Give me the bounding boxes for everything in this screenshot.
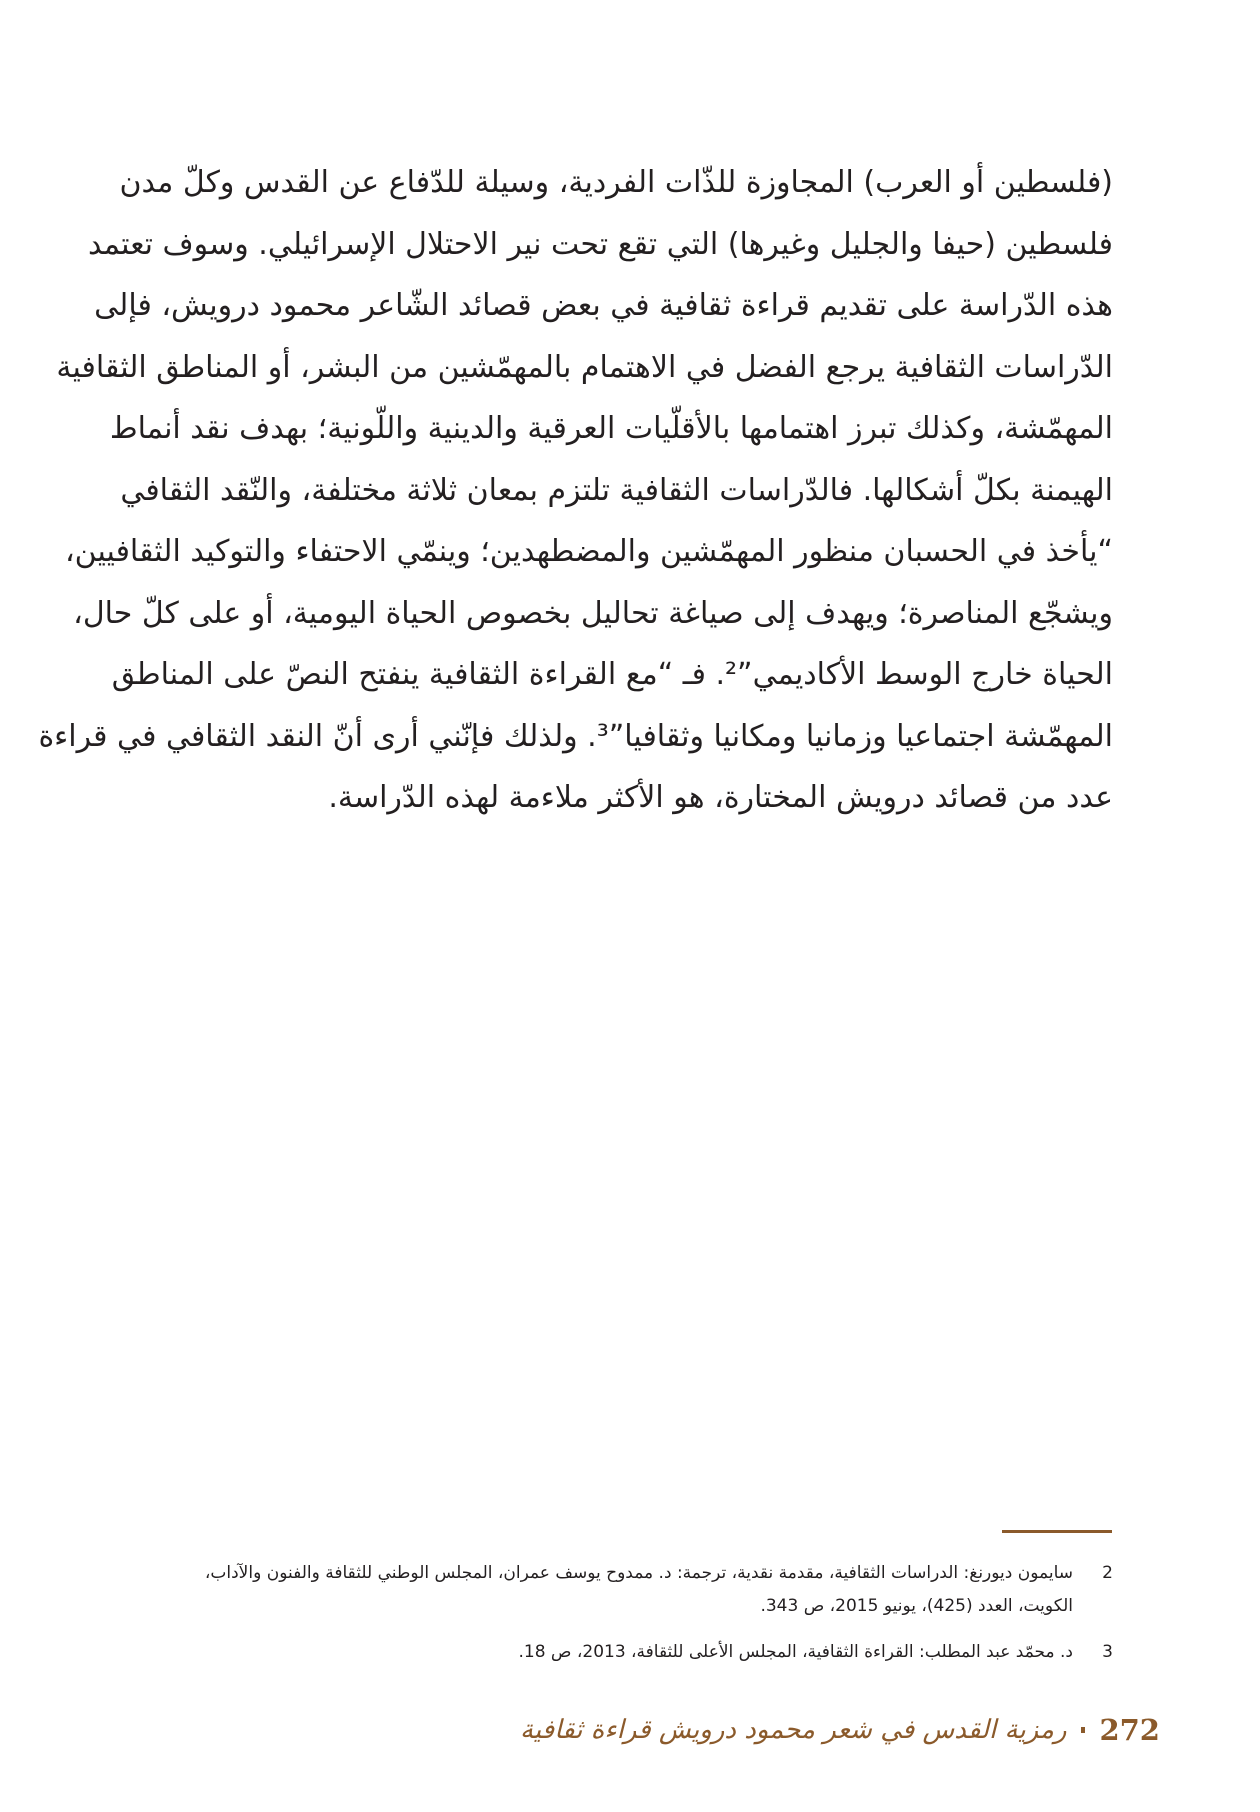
running-title: رمزية القدس في شعر محمود درويش قراءة ثقافية <box>520 1715 1067 1745</box>
footnotes <box>190 1557 1113 1669</box>
footnote-number: 2 <box>1102 1563 1113 1583</box>
body-line: (فلسطين أو العرب) المجاوزة للذّات الفردية، وسيلة للدّفاع عن القدس وكلّ مدن <box>119 165 1113 200</box>
body-line: عدد من قصائد درويش المختارة، هو الأكثر ملاءمة لهذه الدّراسة. <box>328 780 1113 815</box>
body-line: المهمّشة، وكذلك تبرز اهتمامها بالأقلّيات العرقية والدينية واللّونية؛ بهدف نقد أنماط <box>109 411 1113 446</box>
footnote <box>190 1636 1113 1669</box>
footnote-number: 3 <box>1102 1642 1113 1662</box>
footer-bar <box>1081 1727 1086 1733</box>
footnote-text: سايمون ديورنغ: الدراسات الثقافية، مقدمة نقدية، ترجمة: د. ممدوح يوسف عمران، المجلس الوطني للثقافة والفنون والآداب، <box>204 1563 1073 1583</box>
footnote-separator <box>1002 1530 1112 1533</box>
page-number: 272 <box>1099 1713 1160 1747</box>
footnote <box>190 1557 1113 1623</box>
body-line: الحياة خارج الوسط الأكاديمي”². فـ “مع القراءة الثقافية ينفتح النصّ على المناطق <box>111 657 1113 692</box>
body-line: الهيمنة بكلّ أشكالها. فالدّراسات الثقافية تلتزم بمعان ثلاثة مختلفة، والنّقد الثقافي <box>120 472 1113 508</box>
body-line: “يأخذ في الحسبان منظور المهمّشين والمضطهدين؛ وينمّي الاحتفاء والتوكيد الثقافيين، <box>64 534 1113 569</box>
body-line: ويشجّع المناصرة؛ ويهدف إلى صياغة تحاليل بخصوص الحياة اليومية، أو على كلّ حال، <box>73 595 1113 631</box>
body-line: المهمّشة اجتماعيا وزمانيا ومكانيا وثقافيا”³. ولذلك فإنّني أرى أنّ النقد الثقافي في قراءة <box>38 718 1113 754</box>
page-footer <box>520 1705 1160 1755</box>
body-line: فلسطين (حيفا والجليل وغيرها) التي تقع تحت نير الاحتلال الإسرائيلي. وسوف تعتمد <box>88 226 1113 262</box>
footnote-text: د. محمّد عبد المطلب: القراءة الثقافية، المجلس الأعلى للثقافة، 2013، ص 18. <box>518 1642 1073 1662</box>
footnote-text: الكويت، العدد (425)، يونيو 2015، ص 343. <box>760 1596 1073 1616</box>
body-line: الدّراسات الثقافية يرجع الفضل في الاهتمام بالمهمّشين من البشر، أو المناطق الثقافية <box>56 349 1113 385</box>
body-text <box>38 152 1113 829</box>
body-line: هذه الدّراسة على تقديم قراءة ثقافية في بعض قصائد الشّاعر محمود درويش، فإلى <box>94 288 1113 323</box>
